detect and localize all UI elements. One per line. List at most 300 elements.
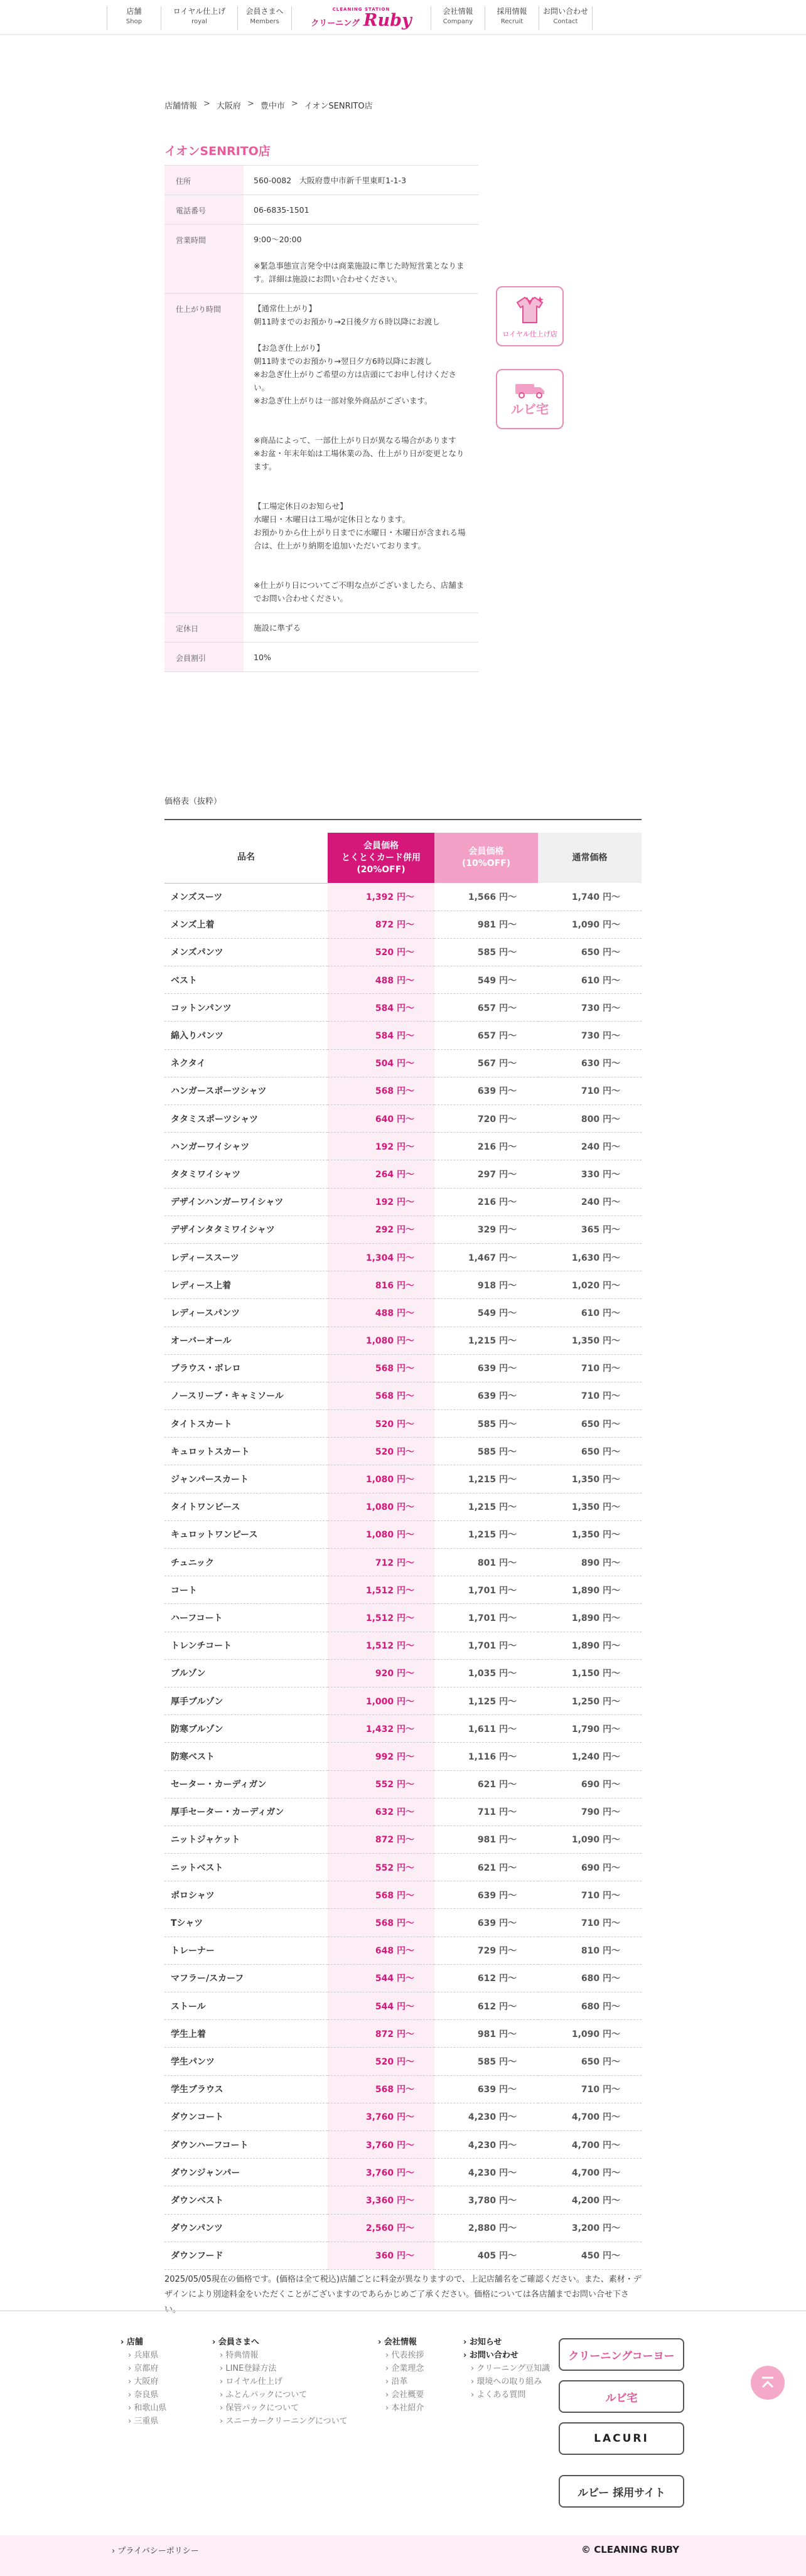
table-row <box>164 1438 642 1465</box>
table-row <box>164 1133 642 1160</box>
footer-link-list <box>212 2349 348 2428</box>
member-card-price: 1,512 円〜 <box>328 1604 434 1632</box>
item-name: ブラウス・ボレロ <box>164 1354 328 1382</box>
item-name: 厚手ブルゾン <box>164 1687 328 1714</box>
footer-link[interactable]: › 保管パックについて <box>212 2402 348 2415</box>
footer-col-company <box>378 2336 424 2415</box>
table-row <box>164 1160 642 1188</box>
member-price: 4,230 円〜 <box>434 2159 538 2186</box>
table-row <box>164 1549 642 1576</box>
item-name: 綿入りパンツ <box>164 1022 328 1049</box>
nav-label-en: Shop <box>126 18 142 25</box>
member-price: 1,701 円〜 <box>434 1604 538 1632</box>
member-price: 981 円〜 <box>434 1825 538 1853</box>
member-price: 585 円〜 <box>434 1410 538 1438</box>
info-value: 施設に準ずる <box>254 623 301 633</box>
member-price: 1,215 円〜 <box>434 1465 538 1493</box>
footer-link[interactable]: › ロイヤル仕上げ <box>212 2375 348 2388</box>
header-line: 会員価格 <box>363 840 399 851</box>
normal-price: 710 円〜 <box>538 1077 642 1104</box>
table-row <box>164 994 642 1022</box>
info-value: 06-6835-1501 <box>254 205 309 215</box>
table-row <box>164 1687 642 1714</box>
nav-label-en: Recruit <box>500 18 524 25</box>
member-card-price: 520 円〜 <box>328 1410 434 1438</box>
footer-link[interactable]: › 企業理念 <box>378 2362 424 2375</box>
normal-price: 1,740 円〜 <box>538 883 642 911</box>
member-card-price: 552 円〜 <box>328 1770 434 1798</box>
nav-recruit[interactable] <box>485 6 539 30</box>
table-row <box>164 1881 642 1909</box>
member-price: 4,230 円〜 <box>434 2130 538 2158</box>
banner-rubitaku[interactable]: ルビ宅 <box>559 2380 684 2413</box>
table-row <box>164 1493 642 1520</box>
member-price: 1,116 円〜 <box>434 1743 538 1770</box>
footer-link-head[interactable]: › お問い合わせ <box>463 2349 550 2362</box>
member-price: 639 円〜 <box>434 2075 538 2103</box>
table-row <box>164 1188 642 1216</box>
divider <box>164 819 642 820</box>
normal-price: 690 円〜 <box>538 1854 642 1881</box>
badge-label: ルビ宅 <box>511 401 549 417</box>
table-row <box>164 1327 642 1354</box>
nav-label: 会員さまへ <box>245 7 284 16</box>
member-price: 918 円〜 <box>434 1271 538 1299</box>
table-row <box>164 1715 642 1743</box>
table-row <box>164 883 642 911</box>
member-card-price: 920 円〜 <box>328 1659 434 1687</box>
nav-contact[interactable] <box>539 6 593 30</box>
item-name: ダウンフード <box>164 2242 328 2269</box>
breadcrumb-toyonaka[interactable]: 豊中市 <box>260 102 285 111</box>
item-name: ハンガーワイシャツ <box>164 1133 328 1160</box>
footer-link-head[interactable]: › 会社情報 <box>378 2338 417 2347</box>
nav-shop[interactable] <box>107 6 161 30</box>
nav-label: ロイヤル仕上げ <box>173 7 226 16</box>
member-price: 216 円〜 <box>434 1133 538 1160</box>
member-price: 549 円〜 <box>434 1299 538 1327</box>
normal-price: 3,200 円〜 <box>538 2214 642 2242</box>
nav-members[interactable] <box>237 6 291 30</box>
member-card-price: 192 円〜 <box>328 1188 434 1216</box>
breadcrumb-separator: > <box>247 99 254 109</box>
table-row <box>164 1632 642 1659</box>
footer-link[interactable]: › 環境への取り組み <box>463 2375 550 2388</box>
table-row <box>164 2214 642 2242</box>
normal-price: 1,890 円〜 <box>538 1576 642 1604</box>
normal-price: 365 円〜 <box>538 1216 642 1243</box>
member-price: 1,215 円〜 <box>434 1493 538 1520</box>
member-card-price: 520 円〜 <box>328 2048 434 2075</box>
normal-price: 890 円〜 <box>538 1549 642 1576</box>
info-value: 10% <box>254 653 271 662</box>
member-card-price: 292 円〜 <box>328 1216 434 1243</box>
copyright: © CLEANING RUBY <box>581 2544 680 2555</box>
member-card-price: 632 円〜 <box>328 1798 434 1825</box>
member-price: 981 円〜 <box>434 2020 538 2048</box>
item-name: レディーススーツ <box>164 1243 328 1271</box>
price-table-header <box>164 833 642 883</box>
info-label: 定休日 <box>164 613 244 642</box>
member-card-price: 568 円〜 <box>328 2075 434 2103</box>
member-card-price: 360 円〜 <box>328 2242 434 2269</box>
breadcrumb <box>164 99 373 111</box>
footer-link[interactable]: › クリーニング豆知識 <box>463 2362 550 2375</box>
info-row-holiday <box>164 613 478 643</box>
table-row <box>164 1354 642 1382</box>
member-price: 639 円〜 <box>434 1077 538 1104</box>
item-name: コットンパンツ <box>164 994 328 1022</box>
normal-price: 1,020 円〜 <box>538 1271 642 1299</box>
table-row <box>164 2048 642 2075</box>
member-card-price: 1,000 円〜 <box>328 1687 434 1714</box>
footer-link[interactable]: › よくある質問 <box>463 2388 550 2402</box>
normal-price: 4,700 円〜 <box>538 2103 642 2130</box>
footer-link[interactable]: › 会社概要 <box>378 2388 424 2402</box>
member-card-price: 264 円〜 <box>328 1160 434 1188</box>
member-price: 612 円〜 <box>434 1964 538 1992</box>
footer-link[interactable]: › ふとんパックについて <box>212 2388 348 2402</box>
info-label: 会員割引 <box>164 643 244 671</box>
item-name: タタミスポーツシャツ <box>164 1105 328 1133</box>
info-label: 住所 <box>164 166 244 195</box>
normal-price: 680 円〜 <box>538 1992 642 2020</box>
member-price: 639 円〜 <box>434 1382 538 1409</box>
royal-finish-badge[interactable] <box>496 286 564 346</box>
member-card-price: 3,760 円〜 <box>328 2130 434 2158</box>
nav-label-en: Contact <box>553 18 578 25</box>
member-card-price: 1,080 円〜 <box>328 1327 434 1354</box>
header-line: 会員価格 <box>468 847 504 857</box>
normal-price: 4,700 円〜 <box>538 2159 642 2186</box>
item-name: タイトスカート <box>164 1410 328 1438</box>
price-table-body <box>164 883 642 2269</box>
item-name: 厚手セーター・カーディガン <box>164 1798 328 1825</box>
member-card-price: 1,392 円〜 <box>328 883 434 911</box>
item-name: ブルゾン <box>164 1659 328 1687</box>
nav-label-en: Company <box>443 18 473 25</box>
header-member-card-price <box>328 833 434 883</box>
site-logo[interactable] <box>291 6 431 30</box>
member-card-price: 816 円〜 <box>328 1271 434 1299</box>
table-row <box>164 1743 642 1770</box>
member-card-price: 1,512 円〜 <box>328 1632 434 1659</box>
item-name: ダウンジャンパー <box>164 2159 328 2186</box>
table-row <box>164 2130 642 2158</box>
info-row-phone <box>164 195 478 225</box>
nav-label: お問い合わせ <box>542 7 588 16</box>
member-card-price: 3,360 円〜 <box>328 2186 434 2214</box>
item-name: キュロットスカート <box>164 1438 328 1465</box>
footer-link[interactable]: › 奈良県 <box>121 2388 166 2402</box>
normal-price: 650 円〜 <box>538 1410 642 1438</box>
member-card-price: 3,760 円〜 <box>328 2159 434 2186</box>
table-row <box>164 1604 642 1632</box>
normal-price: 1,630 円〜 <box>538 1243 642 1271</box>
item-name: トレーナー <box>164 1937 328 1964</box>
logo-mark <box>311 7 411 29</box>
table-row <box>164 1937 642 1964</box>
item-name: レディース上着 <box>164 1271 328 1299</box>
footer-link[interactable]: › LINE登録方法 <box>212 2362 348 2375</box>
rubitaku-badge[interactable] <box>496 369 564 429</box>
member-card-price: 992 円〜 <box>328 1743 434 1770</box>
normal-price: 1,350 円〜 <box>538 1493 642 1520</box>
banner-lacuri[interactable]: LACURI <box>559 2422 684 2455</box>
nav-royal[interactable] <box>161 6 237 30</box>
normal-price: 1,350 円〜 <box>538 1327 642 1354</box>
member-price: 2,880 円〜 <box>434 2214 538 2242</box>
normal-price: 1,790 円〜 <box>538 1715 642 1743</box>
normal-price: 800 円〜 <box>538 1105 642 1133</box>
header-line: (10%OFF) <box>461 858 511 868</box>
item-name: トレンチコート <box>164 1632 328 1659</box>
table-row <box>164 1022 642 1049</box>
table-row <box>164 2103 642 2130</box>
site-header <box>0 0 806 35</box>
item-name: ネクタイ <box>164 1049 328 1077</box>
footer-link[interactable]: › スニーカークリーニングについて <box>212 2415 348 2428</box>
member-card-price: 1,080 円〜 <box>328 1465 434 1493</box>
member-price: 1,215 円〜 <box>434 1327 538 1354</box>
table-row <box>164 1243 642 1271</box>
footer-link[interactable]: › 特典情報 <box>212 2349 348 2362</box>
info-value: 560-0082 大阪府豊中市新千里東町1-1-3 <box>254 176 407 185</box>
logo-subtitle: CLEANING STATION <box>332 7 390 12</box>
table-row <box>164 1576 642 1604</box>
info-value: 【通常仕上がり】 朝11時までのお預かり→2日後夕方６時以降にお渡し 【お急ぎ仕上がり】 朝11時までのお預かり→翌日夕方6時以降にお渡し ※お急ぎ仕上がりご希望の方は店頭にてお申し付けください。 ※お急ぎ仕上がりは一部対象外商品がございます。 ※商品によって、一部仕上がり日が異なる場合があります ※お盆・年末年始は工場休業の為、仕上がり日が変更となります。 【工場定休日のお知らせ】 水曜日・木曜日は工場が定休日となります。 お預かりから仕上がり日までに水曜日・木曜日が含まれる場合は、仕上がり納期を追加いただいております。 ※仕上がり日についてご不明な点がございましたら、店舗までお問い合わせください。 <box>254 304 466 603</box>
member-card-price: 584 円〜 <box>328 1022 434 1049</box>
member-price: 657 円〜 <box>434 994 538 1022</box>
info-row-hours <box>164 225 478 294</box>
item-name: ベスト <box>164 966 328 994</box>
nav-label: 店舗 <box>126 7 142 16</box>
normal-price: 730 円〜 <box>538 994 642 1022</box>
footer-link[interactable]: › 兵庫県 <box>121 2349 166 2362</box>
table-row <box>164 1410 642 1438</box>
table-row <box>164 1271 642 1299</box>
table-row <box>164 1077 642 1104</box>
table-row <box>164 1520 642 1548</box>
footer-link-list <box>121 2349 166 2428</box>
member-price: 585 円〜 <box>434 938 538 966</box>
member-card-price: 1,512 円〜 <box>328 1576 434 1604</box>
item-name: チュニック <box>164 1549 328 1576</box>
member-card-price: 552 円〜 <box>328 1854 434 1881</box>
item-name: デザインタタミワイシャツ <box>164 1216 328 1243</box>
table-row <box>164 1382 642 1409</box>
info-label: 電話番号 <box>164 195 244 224</box>
info-row-discount <box>164 643 478 672</box>
member-price: 567 円〜 <box>434 1049 538 1077</box>
store-info-table <box>164 165 478 672</box>
info-label: 営業時間 <box>164 225 244 293</box>
normal-price: 450 円〜 <box>538 2242 642 2269</box>
member-price: 657 円〜 <box>434 1022 538 1049</box>
logo-row <box>311 12 411 29</box>
global-nav <box>107 6 593 30</box>
normal-price: 1,150 円〜 <box>538 1659 642 1687</box>
item-name: 学生パンツ <box>164 2048 328 2075</box>
nav-label-en: Members <box>250 18 279 25</box>
member-card-price: 640 円〜 <box>328 1105 434 1133</box>
normal-price: 810 円〜 <box>538 1937 642 1964</box>
breadcrumb-current: イオンSENRITO店 <box>304 102 373 111</box>
member-card-price: 544 円〜 <box>328 1992 434 2020</box>
member-price: 4,230 円〜 <box>434 2103 538 2130</box>
table-row <box>164 2242 642 2269</box>
footer-link-list <box>463 2362 550 2402</box>
normal-price: 710 円〜 <box>538 1354 642 1382</box>
arrow-up-icon <box>760 2375 776 2390</box>
info-label: 仕上がり時間 <box>164 294 244 612</box>
normal-price: 650 円〜 <box>538 1438 642 1465</box>
footer-link[interactable]: › 沿革 <box>378 2375 424 2388</box>
item-name: ストール <box>164 1992 328 2020</box>
member-price: 585 円〜 <box>434 1438 538 1465</box>
normal-price: 710 円〜 <box>538 1382 642 1409</box>
header-line: (20%OFF) <box>357 864 406 875</box>
member-card-price: 568 円〜 <box>328 1077 434 1104</box>
normal-price: 4,700 円〜 <box>538 2130 642 2158</box>
member-card-price: 1,080 円〜 <box>328 1520 434 1548</box>
breadcrumb-store-info[interactable]: 店舗情報 <box>164 102 198 111</box>
item-name: 学生上着 <box>164 2020 328 2048</box>
member-price: 639 円〜 <box>434 1354 538 1382</box>
shirt-icon <box>513 294 546 326</box>
footer-link[interactable]: › 本社紹介 <box>378 2402 424 2415</box>
logo-kana: クリーニング <box>311 19 360 28</box>
member-card-price: 648 円〜 <box>328 1937 434 1964</box>
table-row <box>164 938 642 966</box>
member-price: 405 円〜 <box>434 2242 538 2269</box>
normal-price: 4,200 円〜 <box>538 2186 642 2214</box>
member-card-price: 520 円〜 <box>328 938 434 966</box>
member-price: 612 円〜 <box>434 1992 538 2020</box>
member-card-price: 192 円〜 <box>328 1133 434 1160</box>
member-price: 3,780 円〜 <box>434 2186 538 2214</box>
table-row <box>164 1770 642 1798</box>
item-name: Tシャツ <box>164 1909 328 1937</box>
table-row <box>164 1216 642 1243</box>
member-card-price: 544 円〜 <box>328 1964 434 1992</box>
header-normal-price: 通常価格 <box>538 833 642 883</box>
item-name: メンズ上着 <box>164 911 328 938</box>
member-price: 729 円〜 <box>434 1937 538 1964</box>
member-card-price: 568 円〜 <box>328 1354 434 1382</box>
item-name: ジャンパースカート <box>164 1465 328 1493</box>
table-row <box>164 1465 642 1493</box>
member-card-price: 1,432 円〜 <box>328 1715 434 1743</box>
normal-price: 1,090 円〜 <box>538 1825 642 1853</box>
normal-price: 1,090 円〜 <box>538 911 642 938</box>
item-name: コート <box>164 1576 328 1604</box>
member-price: 216 円〜 <box>434 1188 538 1216</box>
footer-link[interactable]: › 代表挨拶 <box>378 2349 424 2362</box>
nav-company[interactable] <box>431 6 485 30</box>
table-row <box>164 2020 642 2048</box>
normal-price: 680 円〜 <box>538 1964 642 1992</box>
item-name: ニットジャケット <box>164 1825 328 1853</box>
normal-price: 690 円〜 <box>538 1770 642 1798</box>
footer-link[interactable]: › 三重県 <box>121 2415 166 2428</box>
item-name: ハーフコート <box>164 1604 328 1632</box>
member-price: 801 円〜 <box>434 1549 538 1576</box>
item-name: ダウンハーフコート <box>164 2130 328 2158</box>
table-row <box>164 1798 642 1825</box>
item-name: 学生ブラウス <box>164 2075 328 2103</box>
normal-price: 1,890 円〜 <box>538 1604 642 1632</box>
table-row <box>164 911 642 938</box>
member-price: 639 円〜 <box>434 1909 538 1937</box>
footer-link-head[interactable]: › 店舗 <box>121 2338 143 2347</box>
normal-price: 240 円〜 <box>538 1188 642 1216</box>
member-price: 549 円〜 <box>434 966 538 994</box>
footer-link[interactable]: › 京都府 <box>121 2362 166 2375</box>
footer-link[interactable]: › 和歌山県 <box>121 2402 166 2415</box>
footer-col-news <box>463 2336 550 2402</box>
normal-price: 710 円〜 <box>538 1881 642 1909</box>
normal-price: 1,250 円〜 <box>538 1687 642 1714</box>
member-price: 639 円〜 <box>434 1881 538 1909</box>
item-name: 防寒ベスト <box>164 1743 328 1770</box>
footer-link[interactable]: › 大阪府 <box>121 2375 166 2388</box>
member-price: 981 円〜 <box>434 911 538 938</box>
item-name: セーター・カーディガン <box>164 1770 328 1798</box>
normal-price: 790 円〜 <box>538 1798 642 1825</box>
item-name: ダウンベスト <box>164 2186 328 2214</box>
member-price: 1,611 円〜 <box>434 1715 538 1743</box>
price-note: 2025/05/05現在の価格です。(価格は全て税込)店舗ごとに料金が異なりますので、上記店舗名をご確認ください。また、素材・デザインにより別途料金をいただくことがございますのであらかじめご了承ください。価格については各店舗までお問い合せ下さい。 <box>164 2275 642 2314</box>
badge-label: ロイヤル仕上げ店 <box>502 330 557 338</box>
member-price: 297 円〜 <box>434 1160 538 1188</box>
normal-price: 730 円〜 <box>538 1022 642 1049</box>
privacy-policy-link[interactable]: › プライバシーポリシー <box>112 2547 199 2556</box>
normal-price: 710 円〜 <box>538 1909 642 1937</box>
banner-recruit-site[interactable]: ルビー 採用サイト <box>559 2475 684 2508</box>
member-price: 621 円〜 <box>434 1854 538 1881</box>
normal-price: 1,090 円〜 <box>538 2020 642 2048</box>
breadcrumb-osaka[interactable]: 大阪府 <box>216 102 241 111</box>
member-card-price: 504 円〜 <box>328 1049 434 1077</box>
footer-link-head[interactable]: › 会員さまへ <box>212 2338 259 2347</box>
item-name: タタミワイシャツ <box>164 1160 328 1188</box>
page-top-button[interactable] <box>751 2366 785 2400</box>
table-row <box>164 1659 642 1687</box>
price-table <box>164 833 642 2270</box>
footer-link-head[interactable]: › お知らせ <box>463 2336 550 2349</box>
nav-label-en: royal <box>191 18 207 25</box>
breadcrumb-separator: > <box>291 99 298 109</box>
normal-price: 1,350 円〜 <box>538 1520 642 1548</box>
table-row <box>164 1299 642 1327</box>
table-row <box>164 1105 642 1133</box>
item-name: ダウンコート <box>164 2103 328 2130</box>
table-row <box>164 1909 642 1937</box>
table-row <box>164 966 642 994</box>
header-member-price <box>434 833 538 883</box>
header-line: とくとくカード併用 <box>341 852 421 863</box>
member-card-price: 520 円〜 <box>328 1438 434 1465</box>
banner-cleaning-koyo[interactable]: クリーニングコーヨー <box>559 2338 684 2371</box>
item-name: デザインハンガーワイシャツ <box>164 1188 328 1216</box>
table-row <box>164 2159 642 2186</box>
member-price: 1,467 円〜 <box>434 1243 538 1271</box>
item-name: キュロットワンピース <box>164 1520 328 1548</box>
member-card-price: 1,304 円〜 <box>328 1243 434 1271</box>
table-row <box>164 1049 642 1077</box>
table-row <box>164 1964 642 1992</box>
